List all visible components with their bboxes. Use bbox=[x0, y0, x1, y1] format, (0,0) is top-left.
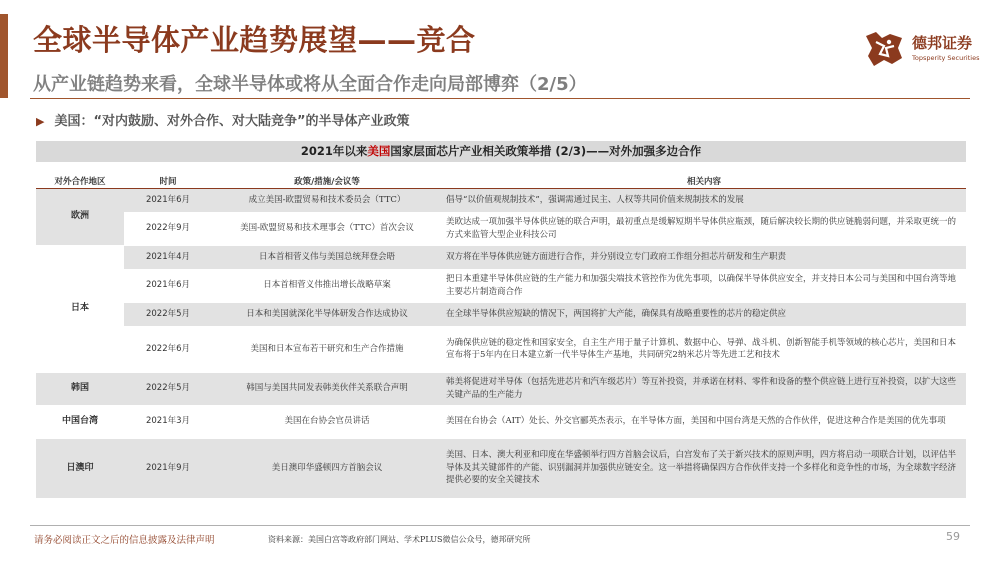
table-row bbox=[36, 438, 966, 498]
content-cell: 美国、日本、澳大利亚和印度在华盛顿举行四方首脑会议后，白宫发布了关于新兴技术的原则声明，四方将启动一项联合计划，以评估半导体及其关键部件的产能、识别漏洞并加强供应链安全。这一举措将确保四方合作伙伴支持一个多样化和竞争性的市场，为全球数字经济提供必要的安全关键技术 bbox=[442, 438, 966, 498]
time-cell: 2022年5月 bbox=[124, 372, 212, 405]
page-title: 全球半导体产业趋势展望——竞合 bbox=[33, 23, 476, 57]
caption-suffix: 国家层面芯片产业相关政策举措 (2/3)——对外加强多边合作 bbox=[390, 144, 702, 158]
time-cell: 2021年6月 bbox=[124, 188, 212, 212]
source-note: 资料来源：美国白宫等政府部门网站、学术PLUS微信公众号，德邦研究所 bbox=[268, 535, 531, 544]
title-accent-bar bbox=[0, 14, 8, 98]
table-caption bbox=[36, 141, 966, 162]
table-row bbox=[36, 269, 966, 302]
footer-divider bbox=[30, 525, 970, 526]
content-cell: 双方将在半导体供应链方面进行合作，并分别设立专门政府工作组分担芯片研发和生产职责 bbox=[442, 245, 966, 269]
policy-cell: 日本和美国就深化半导体研发合作达成协议 bbox=[212, 302, 442, 326]
time-cell: 2021年6月 bbox=[124, 269, 212, 302]
logo-bull-icon bbox=[862, 28, 906, 70]
policy-cell: 美日澳印华盛顿四方首脑会议 bbox=[212, 438, 442, 498]
region-cell-europe: 欧洲 bbox=[36, 188, 124, 245]
table-row bbox=[36, 372, 966, 405]
region-cell-taiwan: 中国台湾 bbox=[36, 405, 124, 438]
region-cell-japan-australia-india: 日澳印 bbox=[36, 438, 124, 498]
content-cell: 为确保供应链的稳定性和国家安全，自主生产用于量子计算机、数据中心、导弹、战斗机、创新智能手机等领域的核心芯片，美国和日本宣布将于5年内在日本建立新一代半导体生产基地，共同研究2纳米芯片等先进工艺和技术 bbox=[442, 326, 966, 372]
page-subtitle: 从产业链趋势来看，全球半导体或将从全面合作走向局部博弈（2/5） bbox=[33, 74, 587, 95]
table-header-row bbox=[36, 174, 966, 188]
logo-name-cn: 德邦证券 bbox=[912, 34, 973, 52]
policy-cell: 韩国与美国共同发表韩美伙伴关系联合声明 bbox=[212, 372, 442, 405]
header-divider bbox=[30, 98, 970, 99]
time-cell: 2021年9月 bbox=[124, 438, 212, 498]
policy-cell: 成立美国-欧盟贸易和技术委员会（TTC） bbox=[212, 188, 442, 212]
column-header-time: 时间 bbox=[124, 174, 212, 188]
caption-highlight: 美国 bbox=[367, 144, 391, 158]
column-header-policy: 政策/措施/会议等 bbox=[212, 174, 442, 188]
time-cell: 2021年4月 bbox=[124, 245, 212, 269]
legal-disclaimer-link[interactable]: 请务必阅读正文之后的信息披露及法律声明 bbox=[34, 535, 215, 546]
table-row bbox=[36, 212, 966, 245]
column-header-region: 对外合作地区 bbox=[36, 174, 124, 188]
table-row bbox=[36, 245, 966, 269]
table-row bbox=[36, 326, 966, 372]
region-cell-korea: 韩国 bbox=[36, 372, 124, 405]
policy-cell: 美国-欧盟贸易和技术理事会（TTC）首次会议 bbox=[212, 212, 442, 245]
time-cell: 2022年5月 bbox=[124, 302, 212, 326]
column-header-content: 相关内容 bbox=[442, 174, 966, 188]
content-cell: 倡导“以价值观规制技术”，强调需通过民主、人权等共同价值来规制技术的发展 bbox=[442, 188, 966, 212]
policy-cell: 日本首相菅义伟与美国总统拜登会晤 bbox=[212, 245, 442, 269]
content-cell: 把日本重建半导体供应链的生产能力和加强尖端技术管控作为优先事项，以确保半导体供应安全，并支持日本公司与美国和中国台湾等地主要芯片制造商合作 bbox=[442, 269, 966, 302]
section-bullet bbox=[36, 110, 410, 129]
time-cell: 2022年6月 bbox=[124, 326, 212, 372]
policy-cell: 美国和日本宣布若干研究和生产合作措施 bbox=[212, 326, 442, 372]
caption-prefix: 2021年以来 bbox=[300, 144, 368, 158]
triangle-bullet-icon: ▶ bbox=[36, 115, 45, 128]
policy-table bbox=[36, 174, 966, 499]
logo-name-en: Topsperity Securities bbox=[912, 54, 980, 62]
content-cell: 韩美将促进对半导体（包括先进芯片和汽车级芯片）等互补投资，并承诺在材料、零件和设备的整个供应链上进行互补投资，以扩大这些关键产品的生产能力 bbox=[442, 372, 966, 405]
content-cell: 在全球半导体供应短缺的情况下，两国将扩大产能，确保具有战略重要性的芯片的稳定供应 bbox=[442, 302, 966, 326]
section-bullet-text: 美国：“对内鼓励、对外合作、对大陆竞争”的半导体产业政策 bbox=[54, 114, 410, 129]
time-cell: 2021年3月 bbox=[124, 405, 212, 438]
table-row bbox=[36, 405, 966, 438]
page-number: 59 bbox=[946, 530, 960, 543]
policy-cell: 美国在台协会官员讲话 bbox=[212, 405, 442, 438]
region-cell-japan: 日本 bbox=[36, 245, 124, 372]
policy-cell: 日本首相菅义伟推出增长战略草案 bbox=[212, 269, 442, 302]
company-logo bbox=[862, 28, 982, 70]
time-cell: 2022年9月 bbox=[124, 212, 212, 245]
table-row bbox=[36, 188, 966, 212]
content-cell: 美国在台协会（AIT）处长、外交官郦英杰表示，在半导体方面，美国和中国台湾是天然的合作伙伴，促进这种合作是美国的优先事项 bbox=[442, 405, 966, 438]
content-cell: 美欧达成一项加强半导体供应链的联合声明，最初重点是缓解短期半导体供应瓶颈，随后解决较长期的供应链脆弱问题，并采取更统一的方式来监管大型企业科技公司 bbox=[442, 212, 966, 245]
table-row bbox=[36, 302, 966, 326]
